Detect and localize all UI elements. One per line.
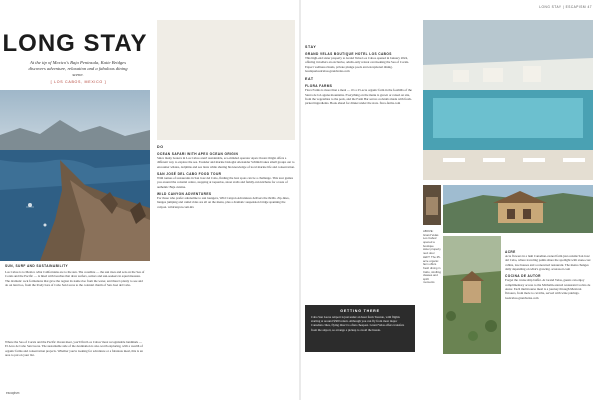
stay-section [305,45,415,106]
restaurant-building-photo [443,185,593,233]
running-head: LONG STAY | ESCAPISM 47 [539,5,592,9]
eat-category: EAT [305,77,314,82]
intro-heading: SUN, SURF AND SUSTAINABILITY [5,264,69,268]
article-deck: At the tip of Mexico's Baja Peninsula, Katie Bridges discovers adventure, relaxation and a fabulous dining scene. [28,60,128,78]
wild-canyon-heading: WILD CANYON ADVENTURES [157,192,212,197]
acre-body: Acre flowers in a lush Canadian-owned farm just outside San José del Cabo, where traveling palms share the spotlight with stone-cast cabins, tree houses and a renowned restaurant. The menu changes daily depending on what's growing. acreresort.com [505,254,591,272]
farm-garden-photo [443,236,501,354]
cocina-heading: COCINA DE AUTOR [505,274,541,279]
ocean-safari-body: Since many boaters in Los Cabos aren't sustainable, eco-minded operator Apex Ocean Origin offers a different way to explore the sea. Founder and marine biologist Alexander Schmidt takes small groups out to encounter whales, dolphins and sea lions while sharing his knowledge of local marine life and conservation. [157,156,295,169]
grand-velas-body: This high-end sister property to Grand Velas Los Cabos opened in January 2024, offering travellers an exclusive, adults-only retreat overlooking the Sea of Cortés. Expect wellness rituals, private plunge pools and exceptional dining. boutiquelosdcabos.grandvelas.com [305,56,410,74]
intro-body-2: Where the Sea of Cortés and the Pacific Ocean meet, you'll find Los Cabos' most recognisable landmark — El Arco de Cabo San Lucas. The sustainable side of the destination is also worth exploring, with a wealth of organic farms and conservation projects. Whether you're looking for adventure or a fabulous meal, this is an area to put on your list. [5,340,143,358]
sidebar-body: Cabo San Lucas Airport is just under an hour from Toronto, with flights starting at around $500 return. Although you can fly from most major Canadian cities, flying direct is often cheapest. Grand Velas offers transfers from the airport, so arrange a pickup to avoid the hassle. [311,315,405,332]
folio: escapism [6,391,20,395]
intro-body: Los Cabos is to Mexico what Californians are to the sun. The coastline — the sun rises and sets on the Sea of Cortés and the Pacific — is lined with beaches that draw surfers, sailors and sun-seekers in equal measure. The dramatic rock formations that gave the region its name rise from the water, and there's plenty to see and do on land too, from the lively bars of Cabo San Lucas to the colonial charm of San José del Cabo. [5,270,145,288]
wild-canyon-body: For those who prefer adrenaline to sun loungers, Wild Canyon Adventures delivers the thrills. Zip-lines, bungee jumping and camel rides are all on the menu, plus a dramatic suspension bridge spanning the canyon. wildcanyon.com.mx [157,196,290,209]
caption-left: LEFT: The 25-acre organic farm offers fresh dining in Cabo, strolling classes and spirit moments [423,255,441,285]
snorkel-photo [157,20,295,140]
los-cabos-aerial-photo [0,90,150,261]
getting-there-sidebar [305,305,415,352]
page-gutter [299,0,301,400]
food-tour-body: With tonnes of restaurants in San José del Cabo, finding the best spots can be a challenge. This tour guides you around the colonial centre, stopping at taquerías, street stalls and family-run kitchens for a taste of authentic Baja cuisine. [157,176,294,189]
cabin-photo [423,185,441,225]
caption-above: ABOVE: Grand Velas Los Cabos' opened a boutique sister property next door [423,229,441,255]
grand-velas-heading: GRAND VELAS BOUTIQUE HOTEL LOS CABOS [305,52,392,56]
acre-heading: ACRE [505,250,516,254]
flora-farms-heading: FLORA FARMS [305,84,333,89]
food-tour-heading: SAN JOSÉ DEL CABO FOOD TOUR [157,172,222,177]
acre-section [505,250,593,300]
ocean-safari-heading: OCEAN SAFARI WITH APEX OCEAN ORIGIN [157,152,239,156]
resort-pool-photo [423,20,593,180]
sidebar-heading: GETTING THERE [340,309,380,313]
stay-category: STAY [305,45,317,49]
page-title: LONG STAY [2,30,148,57]
do-category: DO [157,145,164,149]
do-section [157,145,295,209]
location-tag: [ LOS CABOS, MEXICO ] [50,80,107,84]
cocina-body: Forget the cruise ship buffet. At Grand Velas, guests can enjoy complimentary access to the Michelin-starred restaurant Cocina de Autor. Each multicourse meal is a journey through Mexican flavours, from mole to ceviche, served with wine pairings. losdcabos.grandvelas.com [505,278,591,300]
flora-farms-body: Flora Farms is more than a meal — it's a 25-acre organic farm in the foothills of the Sierra de la Laguna mountains. Everything on the menu is grown or raised on site, from the vegetables to the pork, and the Farm Bar serves cocktails made with fresh-picked ingredients. Book ahead for dinner under the stars. flora-farms.com [305,88,412,106]
